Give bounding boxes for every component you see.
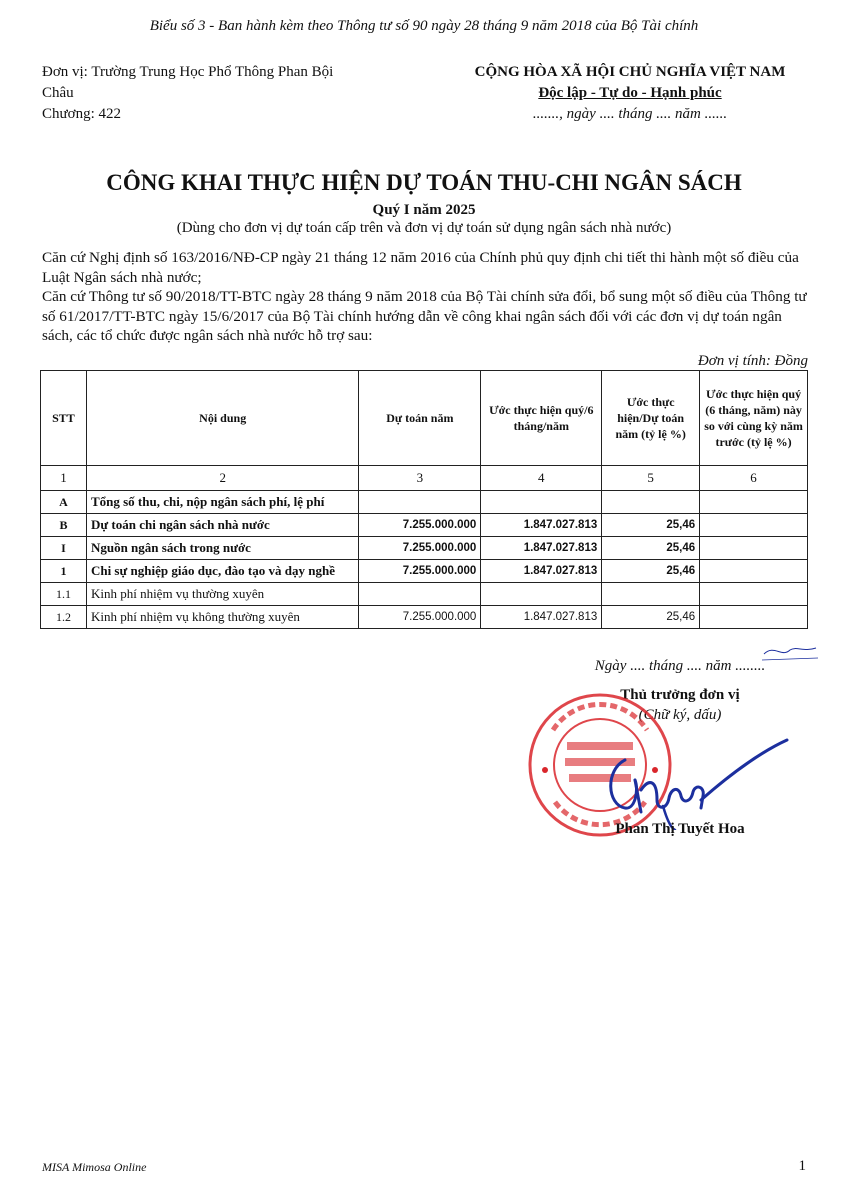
table-row — [41, 491, 808, 514]
row-stt: A — [41, 491, 87, 514]
header-date-blank: ......., ngày .... tháng .... năm ...... — [532, 106, 728, 122]
row-stt: I — [41, 537, 87, 560]
handwritten-signature-icon — [595, 730, 795, 830]
row-ratio: 25,46 — [602, 606, 700, 629]
row-content: Nguồn ngân sách trong nước — [86, 537, 358, 560]
table-row — [41, 537, 808, 560]
index-cell: 3 — [359, 466, 481, 491]
report-period: Quý I năm 2025 — [372, 202, 476, 218]
table-row — [41, 514, 808, 537]
national-motto: Độc lập - Tự do - Hạnh phúc — [538, 85, 722, 101]
row-budget — [359, 491, 481, 514]
sign-date-line: Ngày .... tháng .... năm ........ — [594, 658, 766, 674]
table-row — [41, 560, 808, 583]
signer-name: Phan Thị Tuyết Hoa — [615, 821, 745, 837]
table-row — [41, 583, 808, 606]
col-header-compare: Ước thực hiện quý (6 tháng, năm) này so với cùng kỳ năm trước (tỷ lệ %) — [700, 371, 808, 466]
row-stt: 1.1 — [41, 583, 87, 606]
row-budget: 7.255.000.000 — [359, 606, 481, 629]
index-cell: 2 — [86, 466, 358, 491]
signer-title: Thủ trưởng đơn vị — [620, 687, 740, 703]
row-compare — [700, 606, 808, 629]
col-header-stt: STT — [41, 371, 87, 466]
col-header-budget: Dự toán năm — [359, 371, 481, 466]
row-ratio — [602, 583, 700, 606]
row-content: Kinh phí nhiệm vụ không thường xuyên — [86, 606, 358, 629]
row-compare — [700, 491, 808, 514]
row-budget: 7.255.000.000 — [359, 514, 481, 537]
row-ratio: 25,46 — [602, 537, 700, 560]
index-cell: 5 — [602, 466, 700, 491]
row-content: Chi sự nghiệp giáo dục, đào tạo và dạy nghề — [86, 560, 358, 583]
row-compare — [700, 514, 808, 537]
row-estimate: 1.847.027.813 — [481, 606, 602, 629]
page-number: 1 — [798, 1158, 806, 1174]
row-ratio: 25,46 — [602, 560, 700, 583]
currency-unit: Đơn vị tính: Đồng — [697, 353, 808, 369]
row-stt: 1 — [41, 560, 87, 583]
legal-basis — [42, 248, 810, 346]
signer-note: (Chữ ký, dấu) — [638, 707, 722, 723]
form-reference: Biểu số 3 - Ban hành kèm theo Thông tư số 90 ngày 28 tháng 9 năm 2018 của Bộ Tài chính — [149, 18, 699, 34]
col-header-estimate: Ước thực hiện quý/6 tháng/năm — [481, 371, 602, 466]
index-cell: 4 — [481, 466, 602, 491]
legal-basis-circular: Căn cứ Thông tư số 90/2018/TT-BTC ngày 28 tháng 9 năm 2018 của Bộ Tài chính sửa đổi, bổ sung một số điều của Thông tư số 61/2017/TT-BTC ngày 15/6/2017 của Bộ Tài chính hướng dẫn về công khai ngân sách đối với các đơn vị dự toán ngân sách, các tổ chức được ngân sách nhà nước hỗ trợ sau: — [42, 288, 807, 344]
row-estimate — [481, 583, 602, 606]
row-stt: B — [41, 514, 87, 537]
unit-name-line2: Châu — [42, 85, 74, 101]
col-header-ratio: Ước thực hiện/Dự toán năm (tỷ lệ %) — [602, 371, 700, 466]
row-estimate: 1.847.027.813 — [481, 537, 602, 560]
budget-table — [40, 370, 808, 629]
row-estimate: 1.847.027.813 — [481, 560, 602, 583]
row-compare — [700, 560, 808, 583]
index-cell: 1 — [41, 466, 87, 491]
table-row — [41, 606, 808, 629]
row-estimate: 1.847.027.813 — [481, 514, 602, 537]
document-title: CÔNG KHAI THỰC HIỆN DỰ TOÁN THU-CHI NGÂN SÁCH — [106, 170, 742, 195]
row-budget: 7.255.000.000 — [359, 537, 481, 560]
software-footer: MISA Mimosa Online — [42, 1160, 147, 1174]
nation-name: CỘNG HÒA XÃ HỘI CHỦ NGHĨA VIỆT NAM — [474, 64, 786, 80]
usage-note: (Dùng cho đơn vị dự toán cấp trên và đơn vị dự toán sử dụng ngân sách nhà nước) — [176, 220, 672, 236]
row-content: Kinh phí nhiệm vụ thường xuyên — [86, 583, 358, 606]
row-compare — [700, 583, 808, 606]
legal-basis-decree: Căn cứ Nghị định số 163/2016/NĐ-CP ngày 21 tháng 12 năm 2016 của Chính phủ quy định chi tiết thi hành một số điều của Luật Ngân sách nhà nước; — [42, 249, 799, 286]
row-compare — [700, 537, 808, 560]
unit-block — [42, 62, 382, 125]
table-header-row — [41, 371, 808, 466]
row-stt: 1.2 — [41, 606, 87, 629]
index-cell: 6 — [700, 466, 808, 491]
chapter-code: Chương: 422 — [42, 106, 121, 122]
col-header-content: Nội dung — [86, 371, 358, 466]
row-ratio — [602, 491, 700, 514]
unit-name-line1: Đơn vị: Trường Trung Học Phổ Thông Phan Bội — [42, 64, 334, 80]
column-index-row — [41, 466, 808, 491]
row-estimate — [481, 491, 602, 514]
row-ratio: 25,46 — [602, 514, 700, 537]
row-content: Tổng số thu, chi, nộp ngân sách phí, lệ phí — [86, 491, 358, 514]
row-budget — [359, 583, 481, 606]
national-header — [420, 62, 840, 125]
row-content: Dự toán chi ngân sách nhà nước — [86, 514, 358, 537]
row-budget: 7.255.000.000 — [359, 560, 481, 583]
